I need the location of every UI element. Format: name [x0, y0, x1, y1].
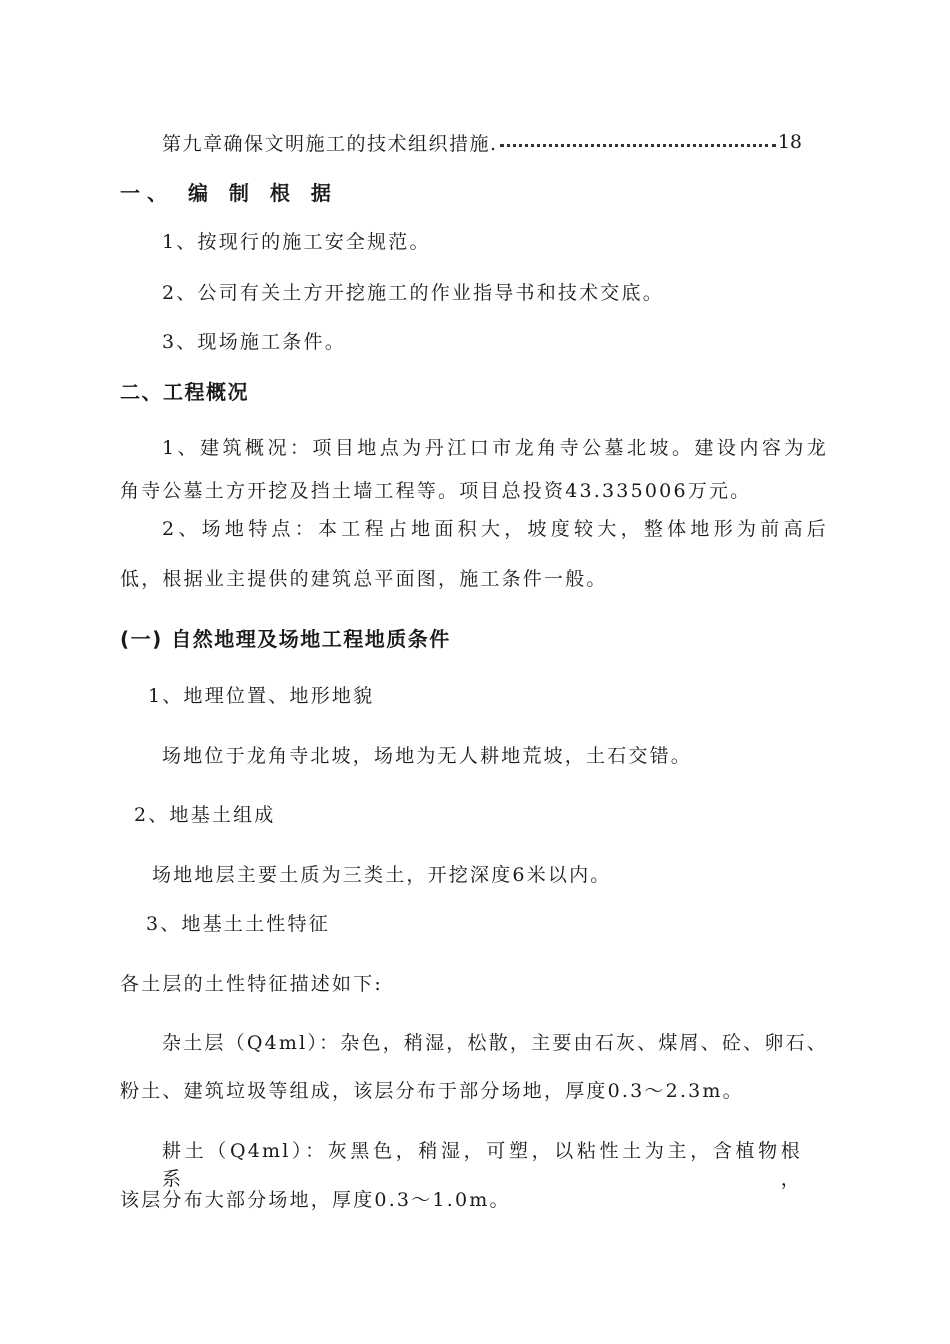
basis-item-3: 3、现场施工条件。 [162, 331, 346, 353]
geology-item3-title: 3、地基土土性特征 [146, 913, 330, 935]
geology-item2-text: 场地地层主要土质为三类土，开挖深度6米以内。 [152, 864, 612, 886]
geology-item2-title: 2、地基土组成 [134, 804, 276, 826]
geology-item1-text: 场地位于龙角寺北坡，场地为无人耕地荒坡，土石交错。 [162, 745, 693, 767]
soil-layers-intro: 各土层的土性特征描述如下: [120, 973, 384, 995]
toc-entry-page: 18 [777, 131, 802, 153]
toc-entry-title: 第九章确保文明施工的技术组织措施. [162, 132, 498, 155]
geology-item1-title: 1、地理位置、地形地貌 [148, 685, 375, 707]
toc-entry [162, 128, 802, 156]
soil-layer2-line1: 耕土（Q4ml）：灰黑色，稍湿，可塑，以粘性土为主，含植物根系， [162, 1140, 802, 1190]
subsection-heading-geology: (一) 自然地理及场地工程地质条件 [120, 627, 451, 651]
overview-para1-line2: 角寺公墓土方开挖及挡土墙工程等。项目总投资43.335006万元。 [120, 480, 752, 502]
section-heading-basis: 一、 编 制 根 据 [120, 181, 338, 205]
basis-item-2: 2、公司有关土方开挖施工的作业指导书和技术交底。 [162, 282, 664, 304]
basis-item-1: 1、按现行的施工安全规范。 [162, 231, 431, 253]
soil-layer1-line2: 粉土、建筑垃圾等组成，该层分布于部分场地，厚度0.3～2.3m。 [120, 1080, 744, 1102]
toc-leader-dots [500, 144, 776, 147]
section-heading-overview: 二、工程概况 [120, 380, 249, 404]
overview-para2-line2: 低，根据业主提供的建筑总平面图，施工条件一般。 [120, 568, 608, 590]
overview-para2-line1: 2、场地特点：本工程占地面积大，坡度较大，整体地形为前高后 [162, 518, 828, 540]
overview-para1-line1: 1、建筑概况：项目地点为丹江口市龙角寺公墓北坡。建设内容为龙 [162, 437, 828, 459]
soil-layer1-line1: 杂土层（Q4ml）：杂色，稍湿，松散，主要由石灰、煤屑、砼、卵石、 [162, 1032, 828, 1054]
soil-layer2-line2: 该层分布大部分场地，厚度0.3～1.0m。 [120, 1189, 511, 1211]
